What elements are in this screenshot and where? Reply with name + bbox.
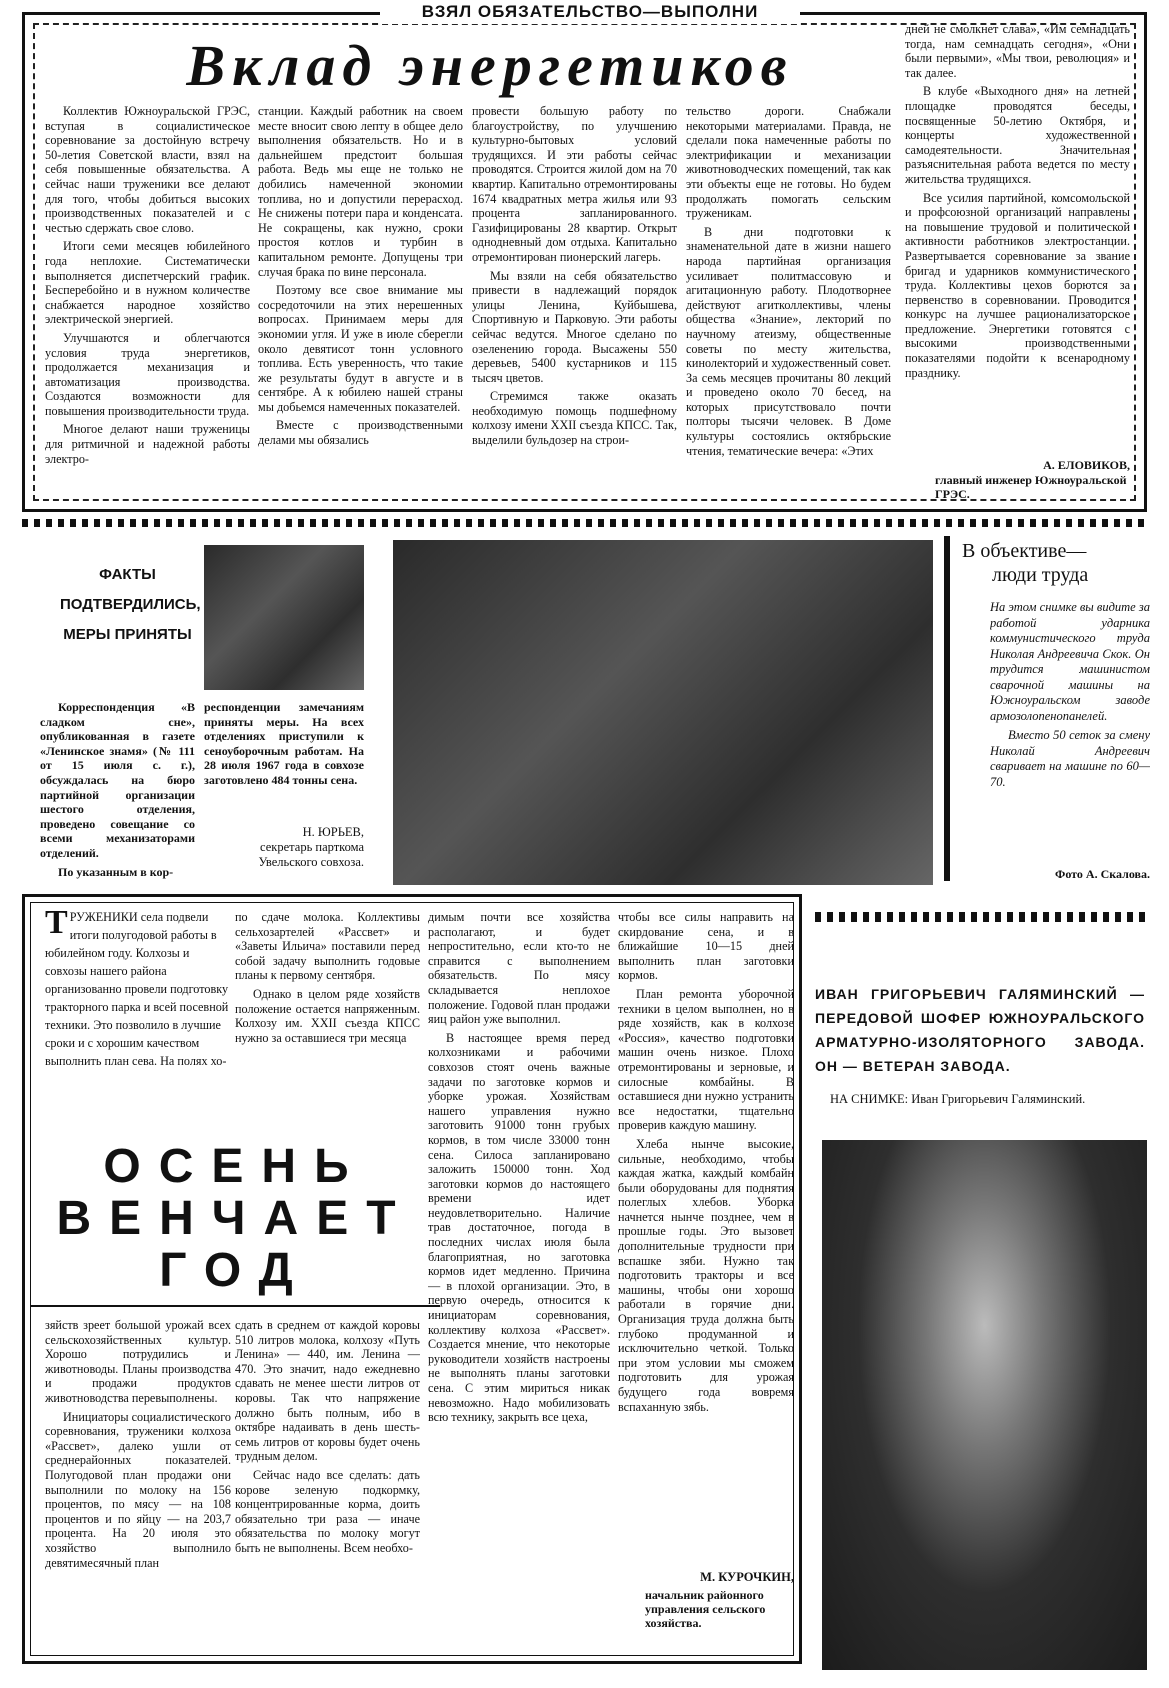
autumn-signature-name: М. КУРОЧКИН, bbox=[700, 1570, 794, 1584]
autumn-column-1b: зяйств зреет большой урожай всех сельскохозяйственных культур. Хорошо потрудились и животноводы. Планы производства и продажи продуктов животноводства перевыполнены. Инициаторы социалистического соревнования, труженики колхоза «Рассвет», далеко ушли от среднерайонных показателей. Полугодовой план продажи они выполнили по молоку на 156 процентов, по мясу — на 108 процентов и по яйцу — на 203,7 процента. На 20 июля это хозяйство выполнило девятимесячный план bbox=[45, 1318, 231, 1570]
article-column-5: дней не смолкнет слава», «Им семнадцать тогда, нам семнадцать сегодня», «Они были первыми», «Мы твои, революция» и так далее. В клубе «Выходного дня» на летней площадке проводятся беседы, посвященные 50-летию Октября, и концерты художественной самодеятельности. Значительная разъяснительная работа ведется по месту жительства трудящихся. Все усилия партийной, комсомольской и профсоюзной организаций направлены на повышение трудовой и политической активности работников электростанции. Развертывается соревнование за звание бригад и ударников коммунистического труда. Коллективы цехов борются за первенство в соревновании. Проводится конкурс на лучшее рационализаторское предложение. Энергетики готовятся с высокими производственными показателями подойти к всенародному празднику. bbox=[905, 22, 1130, 380]
facts-headline: ФАКТЫ ПОДТВЕРДИЛИСЬ, МЕРЫ ПРИНЯТЫ bbox=[60, 566, 201, 643]
autumn-column-4: чтобы все силы направить на скирдование сена, и в ближайшие 10—15 дней выполнить план заготовки кормов. План ремонта уборочной техники в целом выполнен, но в ряде хозяйств, как в колхозе «Россия», качество подготовки машин очень низкое. Плохо отремонтированы и зерновые, и силосные комбайны. В оставшиеся дни нужно устранить все недостатки, тщательно проверив каждую машину. Хлеба нынче высокие, сильные, необходимо, чтобы каждая жатка, каждый комбайн были оборудованы для поднятия полеглых хлебов. Уборка начнется нынче позднее, чем в прошлые годы. Это вызовет дополнительные трудности при вспашке зяби. Нужно так подготовить тракторы и все машины, чтобы они хорошо работали в горячие дни. Организация труда должна быть глубоко продуманной и исключительно четкой. Только при этом условии мы сможем подготовить для урожая будущего года вовремя вспаханную зябь. bbox=[618, 910, 794, 1414]
autumn-column-2a: по сдаче молока. Коллективы сельхозартелей «Рассвет» и «Заветы Ильича» поставили перед собой задачу выполнить годовые планы к первому сентября. Однако в целом ряде хозяйств положение остается напряженным. Колхозу им. XXII съезда КПСС нужно за оставшиеся три месяца bbox=[235, 910, 420, 1045]
photo-credit: Фото А. Скалова. bbox=[1055, 867, 1150, 881]
lens-title: В объективе— люди труда bbox=[962, 540, 1089, 586]
dropcap: Т bbox=[45, 904, 68, 941]
portrait-on-photo: НА СНИМКЕ: Иван Григорьевич Галяминский. bbox=[830, 1092, 1086, 1106]
signature-role: главный инженер Южноуральской ГРЭС. bbox=[935, 473, 1127, 501]
article-column-4: тельство дороги. Снабжали некоторыми материалами. Правда, не сделали пока намеченные работы по электрификации и механизации животноводческих помещений, так как эти объекты еще не готовы. Но будем продолжать помогать сельским труженикам. В дни подготовки к знаменательной дате в жизни нашего народа партийная организация усиливает политмассовую и агитационную работу. Плодотворнее действуют агитколлективы, члены общества «Знание», лекторий по научному атеизму, общественные советы по месту жительства, кинолекторий и художественный совет. За семь месяцев прочитаны 80 лекций и проведено около 70 бесед, на которых присутствовало почти полторы тысячи человек. В Доме культуры состоялись октябрьские чтения, тематические вечера: «Этих bbox=[686, 104, 891, 458]
autumn-headline-1: ОСЕНЬ bbox=[103, 1140, 367, 1193]
facts-column-1: Корреспонденция «В сладком сне», опубликованная в газете «Ленинское знамя» (№ 111 от 15 июля с. г.), обсуждалась на бюро партийной организации шестого отделения, проведено совещание со всеми механизаторами отделений. По указанным в кор- bbox=[40, 700, 195, 879]
facts-column-2: респонденции замечаниям приняты меры. На всех отделениях приступили к сеноуборочным работам. На 28 июля 1967 года в совхозе заготовлено 484 тонны сена. bbox=[204, 700, 364, 787]
small-photo bbox=[204, 545, 364, 690]
portrait-photo bbox=[822, 1140, 1147, 1670]
autumn-signature-role: начальник районного управления сельского хозяйства. bbox=[645, 1588, 766, 1630]
headline-rule bbox=[30, 1305, 440, 1307]
article-column-3: провести большую работу по благоустройству, по улучшению культурно-бытовых условий трудящихся. И эти работы сейчас проводятся. Строится жилой дом на 70 квартир. Капитально отремонтированы 1674 квадратных метра жилья или 93 процента запланированного. Газифицированы 28 квартир. Открыт однодневный дом отдыха. Капитально отремонтирован пионерский лагерь. Мы взяли на себя обязательство привести в надлежащий порядок улицы Ленина, Куйбышева, Спортивную и Парковую. Эти работы сейчас ведутся. Многое сделано по озеленению города. Высажены 550 деревьев, 5400 кустарников и 115 тысяч цветов. Стремимся также оказать необходимую помощь подшефному колхозу имени XXII съезда КПСС. Так, выделили бульдозер на строи- bbox=[472, 104, 677, 448]
lens-caption: На этом снимке вы видите за работой ударника коммунистического труда Николая Андреевича Скок. Он трудится машинистом сварочной машины на Южноуральском заводе армозолопенопанелей. Вместо 50 сеток за смену Николай Андреевич сваривает на машине по 60—70. bbox=[990, 600, 1150, 789]
autumn-intro: Т РУЖЕНИКИ села подвели итоги полугодовой работы в юбилейном году. Колхозы и совхозы нашего района организованно провели подготовку тракторного парка и всей посевной техники. Это позволило в лучшие сроки и с хорошим качеством выполнить план сева. На полях хо- bbox=[45, 904, 229, 1068]
autumn-column-2c: сдать в среднем от каждой коровы 510 литров молока, колхозу «Путь Ленина» — 440, им. Ленина — 470. Это значит, надо ежедневно сдавать не менее шести литров от коровы. Так что напряжение должно быть полным, ибо в октябре надаивать в день шесть-семь литров от коровы будет очень трудным делом. Сейчас надо все сделать: дать корове зеленую подкормку, концентрированные корма, доить обязательно три раза — иначе обязательства по молоку могут быть не выполнены. Всем необхо- bbox=[235, 1318, 420, 1555]
worker-photo bbox=[393, 540, 933, 885]
portrait-caption: ИВАН ГРИГОРЬЕВИЧ ГАЛЯМИНСКИЙ — ПЕРЕДОВОЙ ШОФЕР ЮЖНОУРАЛЬСКОГО АРМАТУРНО-ИЗОЛЯТОРНОГО ЗАВОДА. ОН — ВЕТЕРАН ЗАВОДА. bbox=[815, 986, 1145, 1074]
autumn-headline-3: ГОД bbox=[159, 1244, 311, 1297]
autumn-column-3: димым почти все хозяйства располагают, и будет непростительно, если кто-то не справится с выполнением обязательств. По мясу складывается неплохое положение. Годовой план продажи яиц район уже выполнил. В настоящее время перед колхозниками и рабочими совхозов стоят очень важные задачи по заготовке кормов и уборке урожая. Хозяйствам нашего управления нужно заготовить 91000 тонн грубых кормов, в том числе 33000 тонн сена. Силоса запланировано заложить 150000 тонн. Ход заготовки кормов до настоящего времени идет неудовлетворительно. Наличие трав достаточное, погода в последних числах июля была благоприятная, но заготовка кормов идет медленно. Причина — в плохой организации. Это, в первую очередь, относится к инициаторам соревнования, коллективу колхоза «Рассвет». Создается мнение, что некоторые руководители хозяйств настроены не выполнять планы заготовки сена. С этим мириться никак невозможно. Надо мобилизовать всю технику, закрыть все цеха, bbox=[428, 910, 610, 1425]
article-column-2: станции. Каждый работник на своем месте вносит свою лепту в общее дело выполнения обязательств. Но и в дальнейшем предстоит большая работа. Ведь мы еще не только не добились намеченной экономии топлива, но и допустили перерасход. Не снижены потери пара и конденсата. Не сокращены, как нужно, сроки простоя котлов и турбин в капитальном ремонте. Допущены три случая брака по вине персонала. Поэтому все свое внимание мы сосредоточили на этих нерешенных вопросах. Принимаем меры для экономии угля. И уже в июле сберегли около девятисот тонн условного топлива. Есть уверенность, что такие же результаты будут в августе и в сентябре. А к юбилею нашей страны мы добьемся намеченных показателей. Вместе с производственными делами мы обязались bbox=[258, 104, 463, 448]
autumn-headline-2: ВЕНЧАЕТ bbox=[56, 1192, 414, 1245]
article-column-1: Коллектив Южноуральской ГРЭС, вступая в социалистическое соревнование за достойную встречу 50-летия Советской власти, взял на себя повышенные обязательства. А сейчас наши труженики все делают для того, чтобы добиться высоких производственных показателей и с честью сдержать свое слово. Итоги семи месяцев юбилейного года неплохие. Систематически выполняется диспетчерский график. Бесперебойно и в нужном количестве снабжается народное хозяйство электрической энергией. Улучшаются и облегчаются условия труда энергетиков, продолжается механизация и автоматизация производства. Создаются возможности для повышения производительности труда. Многое делают наши труженицы для ритмичной и надежной работы электро- bbox=[45, 104, 250, 466]
photo-rule bbox=[944, 536, 950, 881]
divider bbox=[22, 519, 1147, 527]
portrait-divider bbox=[815, 912, 1147, 922]
signature-name: А. ЕЛОВИКОВ, bbox=[1043, 458, 1130, 472]
kicker: ВЗЯЛ ОБЯЗАТЕЛЬСТВО—ВЫПОЛНИ bbox=[380, 2, 800, 24]
facts-signature: Н. ЮРЬЕВ, секретарь парткома Увельского совхоза. bbox=[258, 825, 364, 869]
page-title: Вклад энергетиков bbox=[186, 33, 794, 98]
